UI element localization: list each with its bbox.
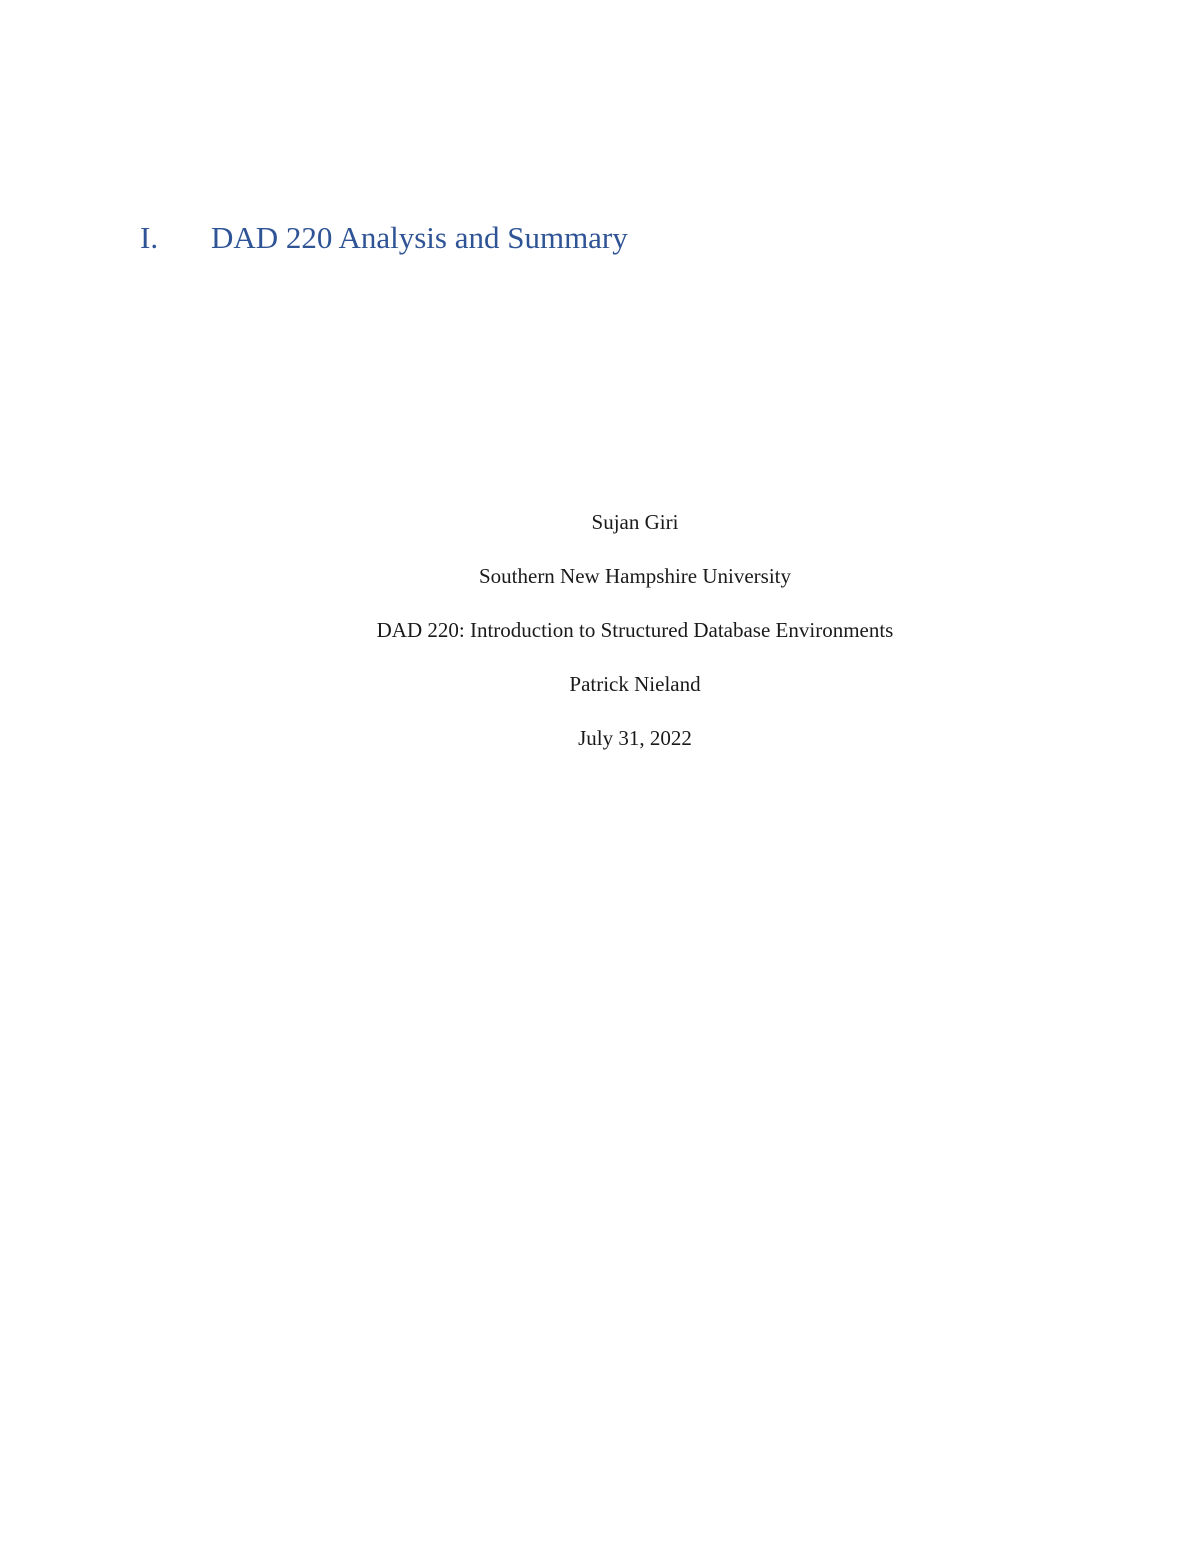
instructor-name: Patrick Nieland [569,672,701,696]
section-title: DAD 220 Analysis and Summary [211,220,628,255]
institution-name: Southern New Hampshire University [478,564,792,588]
author-name: Sujan Giri [591,510,679,534]
title-block [0,505,1200,775]
course-name: DAD 220: Introduction to Structured Database Environments [376,618,894,642]
submission-date: July 31, 2022 [578,726,692,750]
section-number: I. [140,220,159,255]
